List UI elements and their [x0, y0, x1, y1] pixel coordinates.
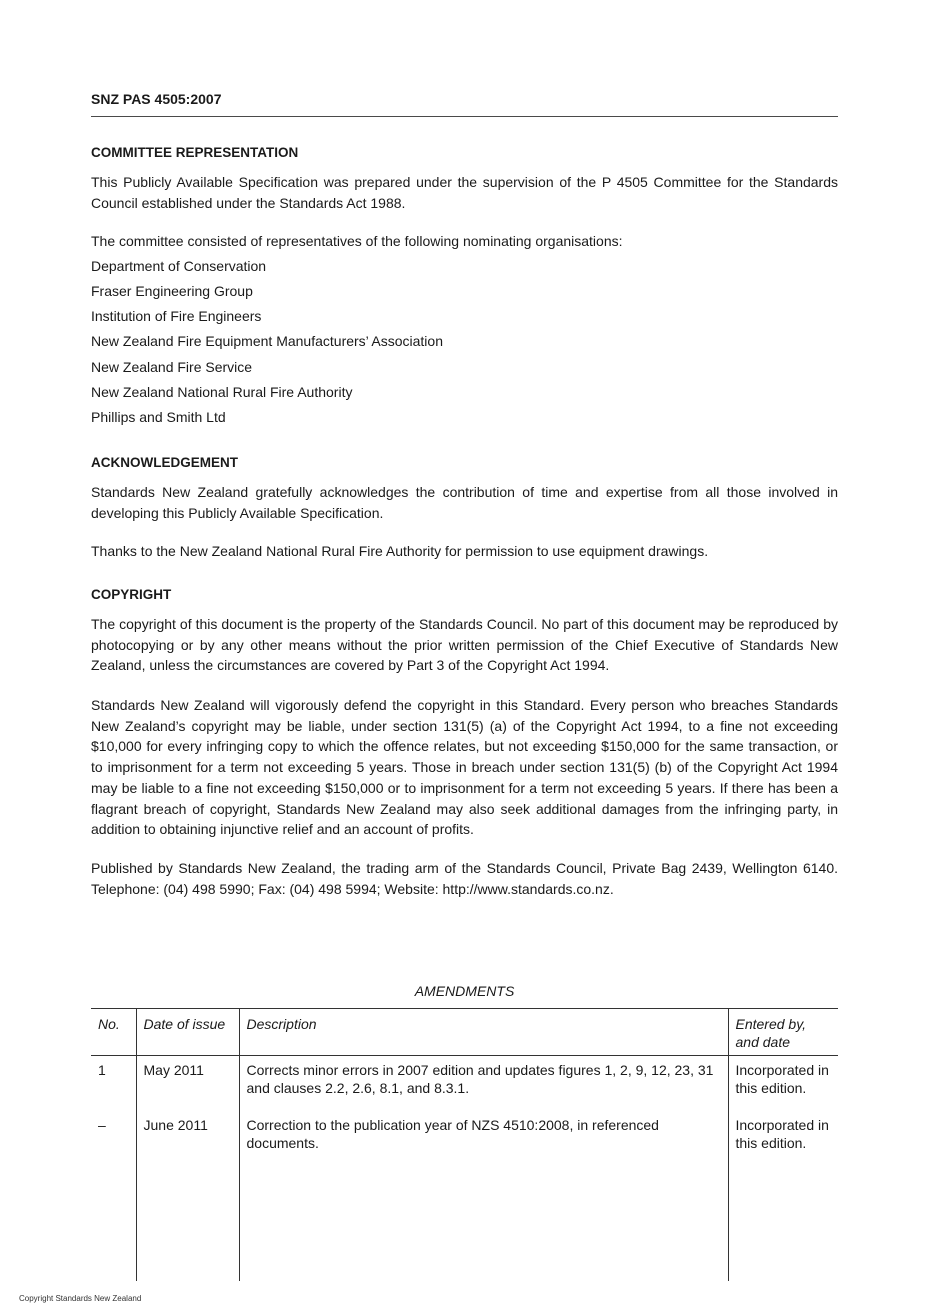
copyright-defence-block [91, 695, 838, 840]
copyright-heading: COPYRIGHT [91, 587, 172, 602]
page-header [91, 90, 838, 117]
copyright-para: The copyright of this document is the property of the Standards Council. No part of this document may be reproduced by photocopying or by any other means without the prior written permission of the Chief Executive of Standards New Zealand, unless the circumstances are covered by Part 3 of the Copyright Act 1994. [91, 616, 838, 674]
amendment-date: June 2011 [136, 1111, 239, 1166]
empty-cell [728, 1166, 838, 1281]
publisher-para: Published by Standards New Zealand, the trading arm of the Standards Council, Private Bag 2439, Wellington 6140. Telephone: (04) 498 5990; Fax: (04) 498 5994; Website: http://www.standards.co.nz. [91, 860, 838, 897]
document-id: SNZ PAS 4505:2007 [91, 91, 222, 107]
organisation-item: Phillips and Smith Ltd [91, 408, 226, 425]
footer-copyright-note: Copyright Standards New Zealand [19, 1294, 142, 1303]
organisation-list [91, 254, 838, 430]
amendment-description: Correction to the publication year of NZS 4510:2008, in referenced documents. [239, 1111, 728, 1166]
acknowledgement-thanks-block [91, 541, 838, 562]
amendments-header-row [91, 1009, 838, 1056]
column-header-no: No. [91, 1009, 136, 1056]
amendment-description: Corrects minor errors in 2007 edition and updates figures 1, 2, 9, 12, 23, 31 and clauses 2.2, 2.6, 8.1, and 8.3.1. [239, 1056, 728, 1112]
empty-cell [239, 1166, 728, 1281]
amendment-no: – [98, 1117, 106, 1133]
amendment-no: 1 [98, 1062, 106, 1078]
acknowledgement-thanks: Thanks to the New Zealand National Rural Fire Authority for permission to use equipment drawings. [91, 543, 709, 559]
table-row [91, 1056, 838, 1112]
committee-heading: COMMITTEE REPRESENTATION [91, 145, 299, 160]
amendment-date: May 2011 [136, 1056, 239, 1112]
empty-cell [91, 1166, 136, 1281]
organisations-block [91, 231, 838, 430]
table-empty-row [91, 1166, 838, 1281]
acknowledgement-heading: ACKNOWLEDGEMENT [91, 455, 238, 470]
organisation-item: Fraser Engineering Group [91, 282, 253, 299]
column-header-entered: Entered by, and date [728, 1009, 838, 1056]
acknowledgement-section [91, 454, 838, 472]
committee-intro-block [91, 172, 838, 213]
amendments-table [91, 1008, 838, 1281]
acknowledgement-para-block [91, 482, 838, 523]
copyright-para-block [91, 614, 838, 676]
publisher-block [91, 858, 838, 899]
amendment-entered: Incorporated in this edition. [728, 1111, 838, 1166]
table-row [91, 1111, 838, 1166]
committee-section [91, 144, 838, 162]
copyright-defence-para: Standards New Zealand will vigorously defend the copyright in this Standard. Every person who breaches Standards New Zealand’s copyright may be liable, under section 131(5) (a) of the Copyright Act 1994, to a fine not exceeding $10,000 for every infringing copy to which the offence relates, but not exceeding $150,000 for the same transaction, or to imprisonment for a term not exceeding 5 years. Those in breach under section 131(5) (b) of the Copyright Act 1994 may be liable to a fine not exceeding $150,000 or to imprisonment for a term not exceeding 5 years. If there has been a flagrant breach of copyright, Standards New Zealand may also seek additional damages from the infringing party, in addition to obtaining injunctive relief and an account of profits. [91, 697, 838, 838]
column-header-description: Description [239, 1009, 728, 1056]
empty-cell [136, 1166, 239, 1281]
organisation-item: Institution of Fire Engineers [91, 308, 262, 325]
organisations-intro: The committee consisted of representatives of the following nominating organisations: [91, 233, 623, 249]
amendment-entered: Incorporated in this edition. [728, 1056, 838, 1112]
organisation-item: New Zealand Fire Service [91, 358, 253, 375]
organisation-item: New Zealand Fire Equipment Manufacturers’ Association [91, 333, 443, 350]
column-header-date: Date of issue [136, 1009, 239, 1056]
organisation-item: New Zealand National Rural Fire Authority [91, 383, 353, 400]
acknowledgement-para: Standards New Zealand gratefully acknowledges the contribution of time and expertise from all those involved in developing this Publicly Available Specification. [91, 484, 838, 521]
copyright-section [91, 586, 838, 604]
organisation-item: Department of Conservation [91, 257, 267, 274]
committee-intro: This Publicly Available Specification was prepared under the supervision of the P 4505 Committee for the Standards Council established under the Standards Act 1988. [91, 174, 838, 211]
amendments-title: AMENDMENTS [414, 983, 515, 999]
